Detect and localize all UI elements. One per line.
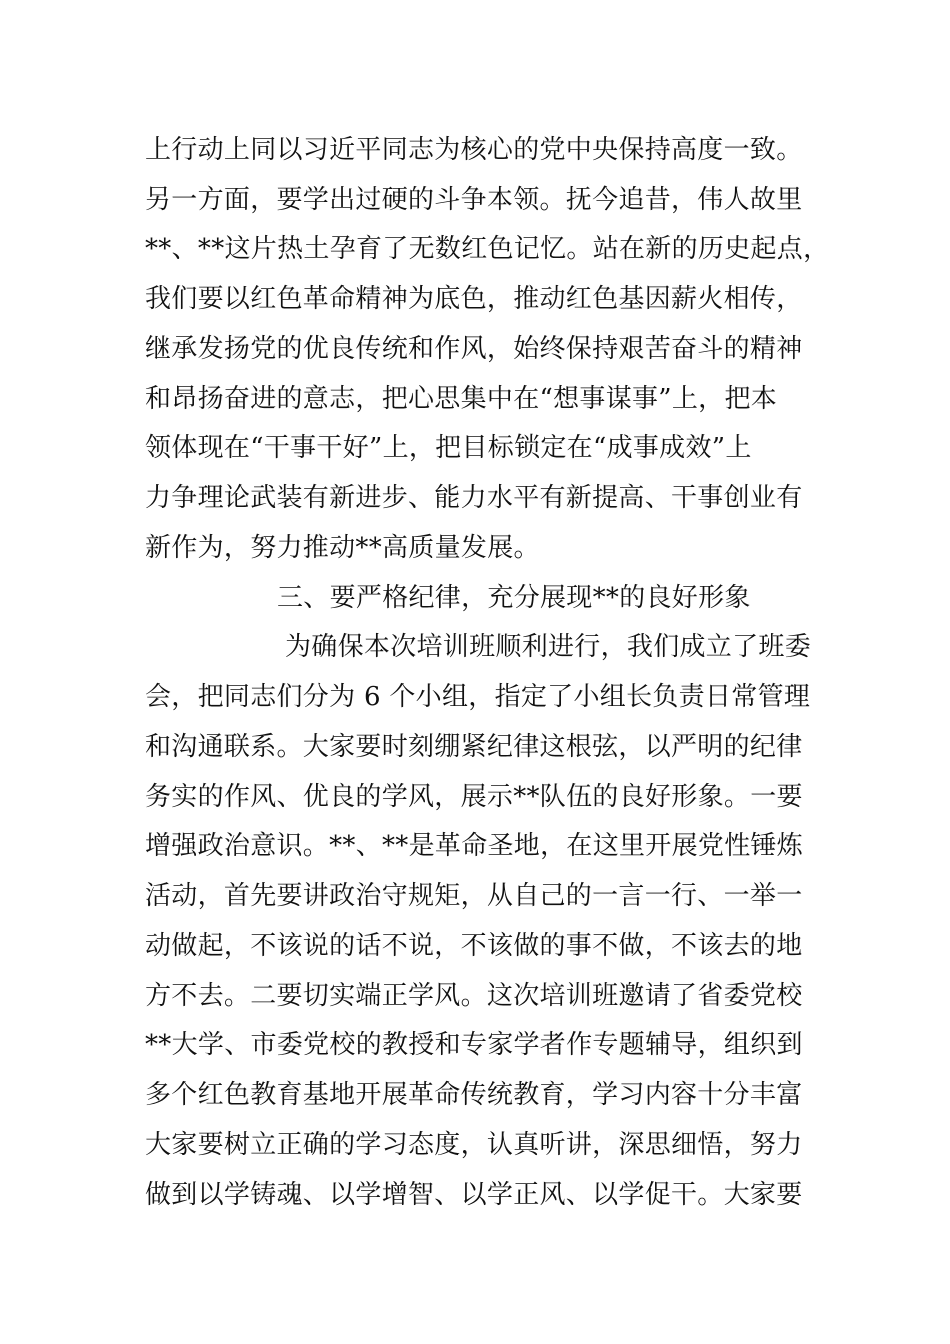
paragraph-line: 大家要树立正确的学习态度，认真听讲，深思细悟，努力 [145, 1130, 803, 1160]
paragraph-line: **、**这片热土孕育了无数红色记忆。站在新的历史起点， [145, 234, 830, 264]
section-heading: 三、要严格纪律，充分展现**的良好形象 [277, 583, 751, 613]
paragraph-line: 增强政治意识。**、**是革命圣地，在这里开展党性锤炼 [145, 831, 804, 861]
paragraph-line: 动做起，不该说的话不说，不该做的事不做，不该去的地 [145, 931, 803, 961]
paragraph-line: 方不去。二要切实端正学风。这次培训班邀请了省委党校 [145, 981, 803, 1011]
paragraph-line: 领体现在“干事干好”上，把目标锁定在“成事成效”上 [145, 433, 752, 463]
paragraph-line: 务实的作风、优良的学风，展示**队伍的良好形象。一要 [145, 782, 803, 812]
paragraph-line: 多个红色教育基地开展革命传统教育，学习内容十分丰富 [145, 1080, 803, 1110]
paragraph-line: 力争理论武装有新进步、能力水平有新提高、干事创业有 [145, 483, 803, 513]
paragraph-line: **大学、市委党校的教授和专家学者作专题辅导，组织到 [145, 1030, 803, 1060]
paragraph-line: 另一方面，要学出过硬的斗争本领。抚今追昔，伟人故里 [145, 185, 803, 215]
paragraph-line: 和昂扬奋进的意志，把心思集中在“想事谋事”上，把本 [145, 384, 778, 414]
paragraph-line: 上行动上同以习近平同志为核心的党中央保持高度一致。 [145, 135, 803, 165]
paragraph-line: 为确保本次培训班顺利进行，我们成立了班委 [285, 632, 812, 662]
paragraph-line: 做到以学铸魂、以学增智、以学正风、以学促干。大家要 [145, 1180, 803, 1210]
paragraph-line: 新作为，努力推动**高质量发展。 [145, 533, 540, 563]
paragraph-line: 会，把同志们分为 6 个小组，指定了小组长负责日常管理 [145, 682, 811, 712]
paragraph-line: 继承发扬党的优良传统和作风，始终保持艰苦奋斗的精神 [145, 334, 803, 364]
paragraph-line: 活动，首先要讲政治守规矩，从自己的一言一行、一举一 [145, 881, 803, 911]
paragraph-line: 我们要以红色革命精神为底色，推动红色基因薪火相传， [145, 284, 803, 314]
paragraph-line: 和沟通联系。大家要时刻绷紧纪律这根弦，以严明的纪律 [145, 732, 803, 762]
